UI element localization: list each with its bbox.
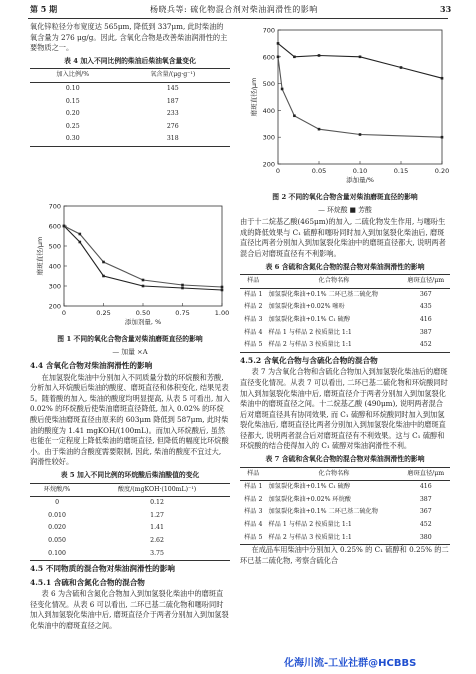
table6-header: 样品 — [240, 275, 267, 289]
table-cell: 1.27 — [150, 511, 164, 519]
y-tick-label: 300 — [48, 282, 61, 291]
table-row — [240, 314, 450, 327]
table-cell: 0.020 — [48, 524, 66, 532]
table-row — [240, 519, 450, 532]
x-tick-label: 1.00 — [214, 309, 230, 317]
table-row — [30, 96, 230, 109]
section-4-5-heading: 4.5 不同物质的混合物对柴油润滑性的影响 — [30, 564, 175, 574]
table-cell: 加氢裂化柴油+0.02% 噻吩 — [268, 303, 345, 311]
table-row — [30, 535, 230, 548]
table-cell: 367 — [419, 290, 432, 298]
table-cell: 187 — [166, 97, 179, 105]
table-cell: 435 — [419, 303, 432, 311]
left-column — [30, 22, 230, 147]
table-cell: 0.100 — [30, 548, 84, 561]
table-cell: 样品 4 — [244, 328, 263, 336]
data-point — [400, 66, 403, 69]
intro-paragraph: 氧化锌粒径分布宽度达 565μm, 降低到 337μm, 此时柴油的氧含量为 276 μg/g。因此, 含氧化合物是改善柴油润滑性的主要物质之一。 — [30, 22, 228, 53]
y-tick-label: 400 — [262, 106, 275, 115]
table-row — [30, 133, 230, 146]
table4-header: 氧含量/(μg·g⁻¹) — [116, 69, 230, 83]
table-row — [30, 510, 230, 523]
table-cell: 加氢裂化柴油+0.1% C₁ 硫醇 — [268, 315, 351, 323]
data-point — [181, 284, 184, 287]
figure2-legend: — 环烷酸 ■ 芳酸 — [318, 205, 372, 214]
y-tick-label: 500 — [262, 80, 275, 89]
x-tick-label: 0.15 — [393, 167, 409, 175]
x-tick-label: 0.75 — [175, 309, 190, 317]
table-cell: 0.12 — [150, 499, 164, 507]
table-row — [30, 548, 230, 561]
table-cell: 233 — [166, 110, 179, 118]
data-point — [63, 225, 66, 228]
section-4-5-1-heading: 4.5.1 含硫和含氮化合物的混合物 — [30, 577, 145, 587]
series-line — [278, 43, 442, 78]
table-row — [240, 327, 450, 340]
y-axis-label: 磨斑直径/μm — [36, 236, 44, 276]
figure1-chart — [30, 200, 230, 332]
table-row — [30, 522, 230, 535]
data-point — [277, 56, 280, 59]
table-cell: 452 — [419, 521, 432, 529]
data-point — [142, 285, 145, 288]
table7 — [240, 467, 450, 546]
table-cell: 2.62 — [150, 536, 164, 544]
series-line — [64, 226, 222, 287]
table5-caption: 表 5 加入不同比例的环烷酸后柴油酸值的变化 — [60, 470, 200, 479]
section-4-4-paragraph: 在加氢裂化柴油中分别加入不同质量分数的环烷酸和芳酸, 分析加入环烷酸后柴油的酸度、磨斑直径和体积变化, 结果见表 5。随着酸的加入, 柴油的酸度均明显提高, 从表 5 可看出, 加入 0.02% 的环烷酸后使柴油磨斑直径降低, 加入 0.02% 的环烷酸后使柴油磨斑直径由原来的 603μm 降低到 587μm, 此时柴油的酸度为 1.41 mgKOH/(100mL)。而加入环烷酸后, 虽然也能在一定程度上降低柴油的磨斑直径, 但降低的幅度比环烷酸小。由于柴油的含酸度需要限制, 因此, 柴油的酸度不宜过大, 润滑性较好。 — [30, 372, 230, 467]
table-row — [240, 532, 450, 545]
table-row — [240, 301, 450, 314]
table-cell: 145 — [166, 84, 179, 92]
table-cell: 0.010 — [48, 511, 66, 519]
table-row — [240, 481, 450, 494]
table-cell: 380 — [402, 532, 450, 545]
table-cell: 样品 2 — [244, 303, 263, 311]
table-row — [30, 82, 230, 95]
table4-caption: 表 4 加入不同比例的柴油后柴油氧含量变化 — [64, 56, 196, 65]
table-cell: 0 — [55, 499, 59, 507]
data-point — [441, 136, 444, 139]
table-cell: 0.050 — [48, 536, 66, 544]
table6-header: 磨斑直径/μm — [402, 275, 450, 289]
data-point — [277, 42, 280, 45]
table6 — [240, 274, 450, 353]
table-cell: 0.15 — [65, 97, 80, 105]
table-row — [240, 288, 450, 301]
table-cell: 样品 5 — [240, 532, 267, 545]
data-point — [142, 279, 145, 282]
data-point — [441, 77, 444, 80]
table5 — [30, 483, 230, 562]
closing-paragraph: 在成品车用柴油中分别加入 0.25% 的 C₁ 硫醇和 0.25% 的二环已基二硫化物, 考察含硫化合 — [240, 545, 449, 565]
x-axis-label: 添加量/% — [346, 176, 374, 184]
right-column — [240, 190, 450, 566]
section-4-5-2-heading: 4.5.2 含氧化合物与含硫化合物的混合物 — [240, 355, 378, 365]
table-row — [240, 494, 450, 507]
table7-header: 磨斑直径/μm — [402, 467, 450, 481]
x-tick-label: 0.05 — [311, 167, 327, 175]
data-point — [281, 88, 284, 91]
data-point — [181, 287, 184, 290]
x-tick-label: 0.10 — [352, 167, 368, 175]
table4 — [30, 68, 230, 147]
x-tick-label: 0.20 — [434, 167, 450, 175]
x-axis-label: 添加剂量, % — [124, 318, 162, 326]
table7-caption: 表 7 含硫和含氧化合物的混合物对柴油润滑性的影响 — [265, 455, 425, 464]
data-point — [318, 54, 321, 57]
table5-header: 环烷酸/% — [30, 483, 84, 497]
table-cell: 416 — [419, 483, 432, 491]
y-tick-label: 300 — [262, 133, 275, 142]
running-title: 杨晓兵等: 硫化物混合剂对柴油润滑性的影响 — [150, 5, 318, 14]
table-cell: 样品 1 与样品 2 按质量比 1:1 — [268, 328, 352, 336]
data-point — [102, 261, 105, 264]
table-cell: 387 — [419, 495, 432, 503]
data-point — [102, 275, 105, 278]
table-row — [240, 339, 450, 352]
table7-header: 样品 — [240, 467, 267, 481]
x-tick-label: 0.50 — [135, 309, 151, 317]
table-cell: 0.10 — [65, 84, 80, 92]
y-tick-label: 500 — [48, 242, 61, 251]
table-cell: 0.20 — [65, 110, 80, 118]
y-tick-label: 700 — [262, 26, 275, 35]
table-cell: 样品 3 — [244, 315, 263, 323]
y-tick-label: 400 — [48, 262, 61, 271]
y-tick-label: 200 — [262, 160, 275, 169]
issue-label: 第 5 期 — [30, 4, 58, 14]
table6-header: 化合物名称 — [267, 275, 402, 289]
page-header — [0, 4, 476, 18]
data-point — [359, 56, 362, 59]
data-point — [79, 233, 82, 236]
y-tick-label: 600 — [262, 53, 275, 62]
data-point — [221, 286, 224, 289]
table-cell: 加氢裂化柴油+0.02% 环烷酸 — [268, 495, 351, 503]
left-column-lower — [30, 358, 230, 632]
table-row — [30, 108, 230, 121]
table-cell: 样品 3 — [244, 508, 263, 516]
header-rule — [28, 18, 448, 19]
fig1-caption-block — [30, 332, 230, 359]
table-cell: 387 — [419, 328, 432, 336]
figure1-caption: 图 1 不同的氧化合物含量对柴油磨斑直径的影响 — [57, 335, 203, 343]
figure2-chart — [240, 22, 450, 190]
plot-frame — [278, 30, 442, 164]
table-cell: 加氢裂化柴油+0.1% C₁ 硫醇 — [268, 483, 351, 491]
figure1-legend: — 加量 ×A — [112, 347, 148, 356]
plot-frame — [64, 206, 222, 306]
x-tick-label: 0 — [275, 167, 281, 175]
table-cell: 样品 4 — [244, 521, 263, 529]
table-row — [30, 121, 230, 134]
series-line — [278, 57, 442, 137]
table-cell: 416 — [419, 315, 432, 323]
table-cell: 452 — [402, 339, 450, 352]
y-tick-label: 200 — [48, 302, 61, 311]
y-axis-label: 磨斑直径/μm — [250, 77, 258, 117]
x-tick-label: 0.25 — [96, 309, 111, 317]
watermark-text: 化海川流-工业社群@HCBBS — [284, 658, 417, 669]
section-4-4-heading: 4.4 含氧化合物对柴油润滑性的影响 — [30, 361, 153, 370]
table4-header: 加入比例/% — [30, 69, 116, 83]
y-tick-label: 600 — [48, 222, 61, 231]
table-cell: 样品 2 与样品 3 按质量比 1:1 — [267, 532, 402, 545]
table6-caption: 表 6 含硫和含氮化合物的混合物对柴油润滑性的影响 — [265, 262, 425, 271]
table-cell: 加氢裂化柴油+0.1% 二环已基二硫化物 — [268, 508, 378, 516]
section-4-5-2-paragraph: 表 7 为含氧化合物和含硫化合物加入到加氢裂化柴油后的磨斑直径变化情况。从表 7 可以看出, 二环已基二硫化物和环烷酸同时加入到加氢裂化柴油中后, 磨斑直径介于两者分别加入到加氢裂化柴油中的磨斑直径之间。十二烷基乙酸 (490μm), 说明两者混合后对磨斑直径具有协同效果, 而 C₁ 硫醇和环烷酸同时加入到加氢裂化柴油后, 磨斑直径比两者分别加入到加氢裂化柴油中的磨斑直径都大, 说明两者混合后对磨斑直径有不利效果。这与 C₁ 硫醇和环烷酸的结合使得加入的 C₁ 硫醇对柴油润滑性不利。 — [240, 367, 448, 451]
data-point — [221, 289, 224, 292]
data-point — [293, 114, 296, 117]
table-cell: 318 — [116, 133, 230, 146]
table-cell: 加氢裂化柴油+0.1% 二环已基二硫化物 — [268, 290, 378, 298]
table-cell: 276 — [166, 122, 179, 130]
data-point — [359, 133, 362, 136]
table5-header: 酸度/(mgKOH·(100mL)⁻¹) — [84, 483, 230, 497]
table7-header: 化合物名称 — [267, 467, 402, 481]
table-cell: 样品 2 — [244, 495, 263, 503]
table-cell: 1.41 — [150, 524, 164, 532]
table-cell: 3.75 — [84, 548, 230, 561]
data-point — [293, 56, 296, 59]
table-cell: 0.25 — [65, 122, 80, 130]
table-cell: 样品 5 — [240, 339, 267, 352]
page-number: 33 — [440, 4, 452, 14]
table-cell: 样品 2 与样品 3 按质量比 1:1 — [267, 339, 402, 352]
table-row — [30, 497, 230, 510]
section-4-5-1-paragraph: 表 6 为含硫和含氮化合物加入到加氢裂化柴油中的磨斑直径变化情况。从表 6 可以看出, 二环已基二硫化物和噻吩同时加入到加氢裂化柴油中后, 磨斑直径介于两者分别加入到加氢裂化柴油中的磨斑直径之间。 — [30, 589, 229, 631]
right-paragraph-a: 由于十二烷基乙酸(465μm)的加入, 二硫化物发生作用, 与噻吩生成的降低效果与 C₁ 硫醇和噻吩同时加入到加氢裂化柴油后, 磨斑直径比两者分别加入到加氢裂化柴油中的磨斑直径都大, 说明两者混合后对磨斑直径有不利影响。 — [240, 217, 446, 258]
table-cell: 0.30 — [30, 133, 116, 146]
table-row — [240, 506, 450, 519]
table-cell: 367 — [419, 508, 432, 516]
table-cell: 样品 1 — [244, 290, 263, 298]
data-point — [79, 241, 82, 244]
y-tick-label: 700 — [48, 202, 61, 211]
figure2-caption: 图 2 不同的氧化合物含量对柴油磨斑直径的影响 — [272, 193, 418, 201]
table-cell: 样品 1 与样品 2 按质量比 1:1 — [268, 521, 352, 529]
x-tick-label: 0 — [61, 309, 67, 317]
data-point — [318, 128, 321, 131]
table-cell: 样品 1 — [244, 483, 263, 491]
